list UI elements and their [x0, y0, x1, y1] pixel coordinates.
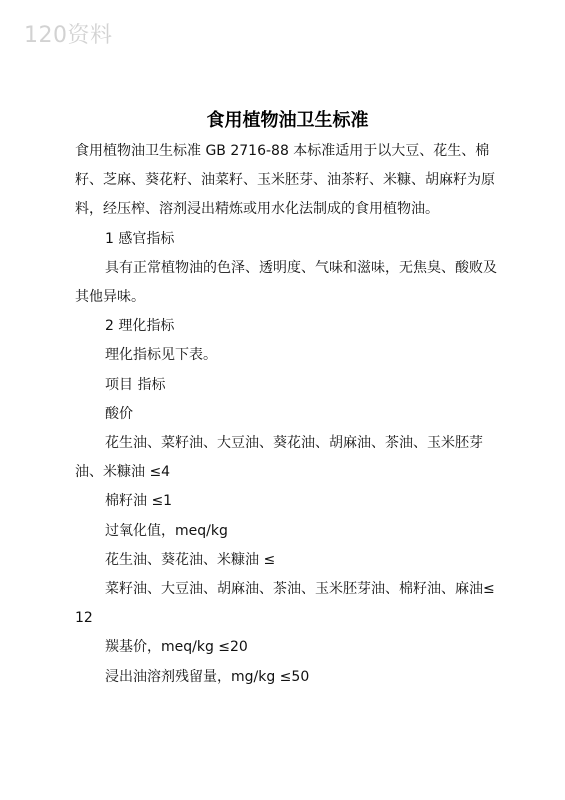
document-title: 食用植物油卫生标准	[206, 110, 369, 131]
line-peroxide-oils-2: 菜籽油、大豆油、胡麻油、茶油、玉米胚芽油、棉籽油、麻油≤12	[75, 581, 495, 627]
paragraph-intro: 食用植物油卫生标准 GB 2716-88 本标准适用于以大豆、花生、棉籽、芝麻、葵花籽、油菜籽、玉米胚芽、油茶籽、米糠、胡麻籽为原料，经压榨、溶剂浸出精炼或用水化法制成的食用植物油。	[75, 143, 495, 218]
line-carbonyl-value: 羰基价，meq/kg ≤20	[105, 639, 248, 656]
line-acid-oils: 花生油、菜籽油、大豆油、葵花油、胡麻油、茶油、玉米胚芽油、米糠油 ≤4	[75, 435, 483, 481]
line-acid-value: 酸价	[105, 405, 133, 422]
section-heading-sensory: 1 感官指标	[105, 230, 175, 247]
line-peroxide-oils-1: 花生油、葵花油、米糠油 ≤	[105, 551, 276, 568]
watermark: 120资料	[24, 23, 113, 48]
line-solvent-residue: 浸出油溶剂残留量，mg/kg ≤50	[105, 668, 310, 685]
document-body	[75, 105, 500, 692]
paragraph-sensory: 具有正常植物油的色泽、透明度、气味和滋味，无焦臭、酸败及其他异味。	[75, 259, 497, 306]
line-cottonseed: 棉籽油 ≤1	[105, 493, 173, 510]
line-item-header: 项目 指标	[105, 376, 166, 393]
line-peroxide-value: 过氧化值，meq/kg	[105, 522, 228, 539]
section-heading-physicochemical: 2 理化指标	[105, 318, 175, 335]
paragraph-see-table: 理化指标见下表。	[105, 347, 217, 364]
